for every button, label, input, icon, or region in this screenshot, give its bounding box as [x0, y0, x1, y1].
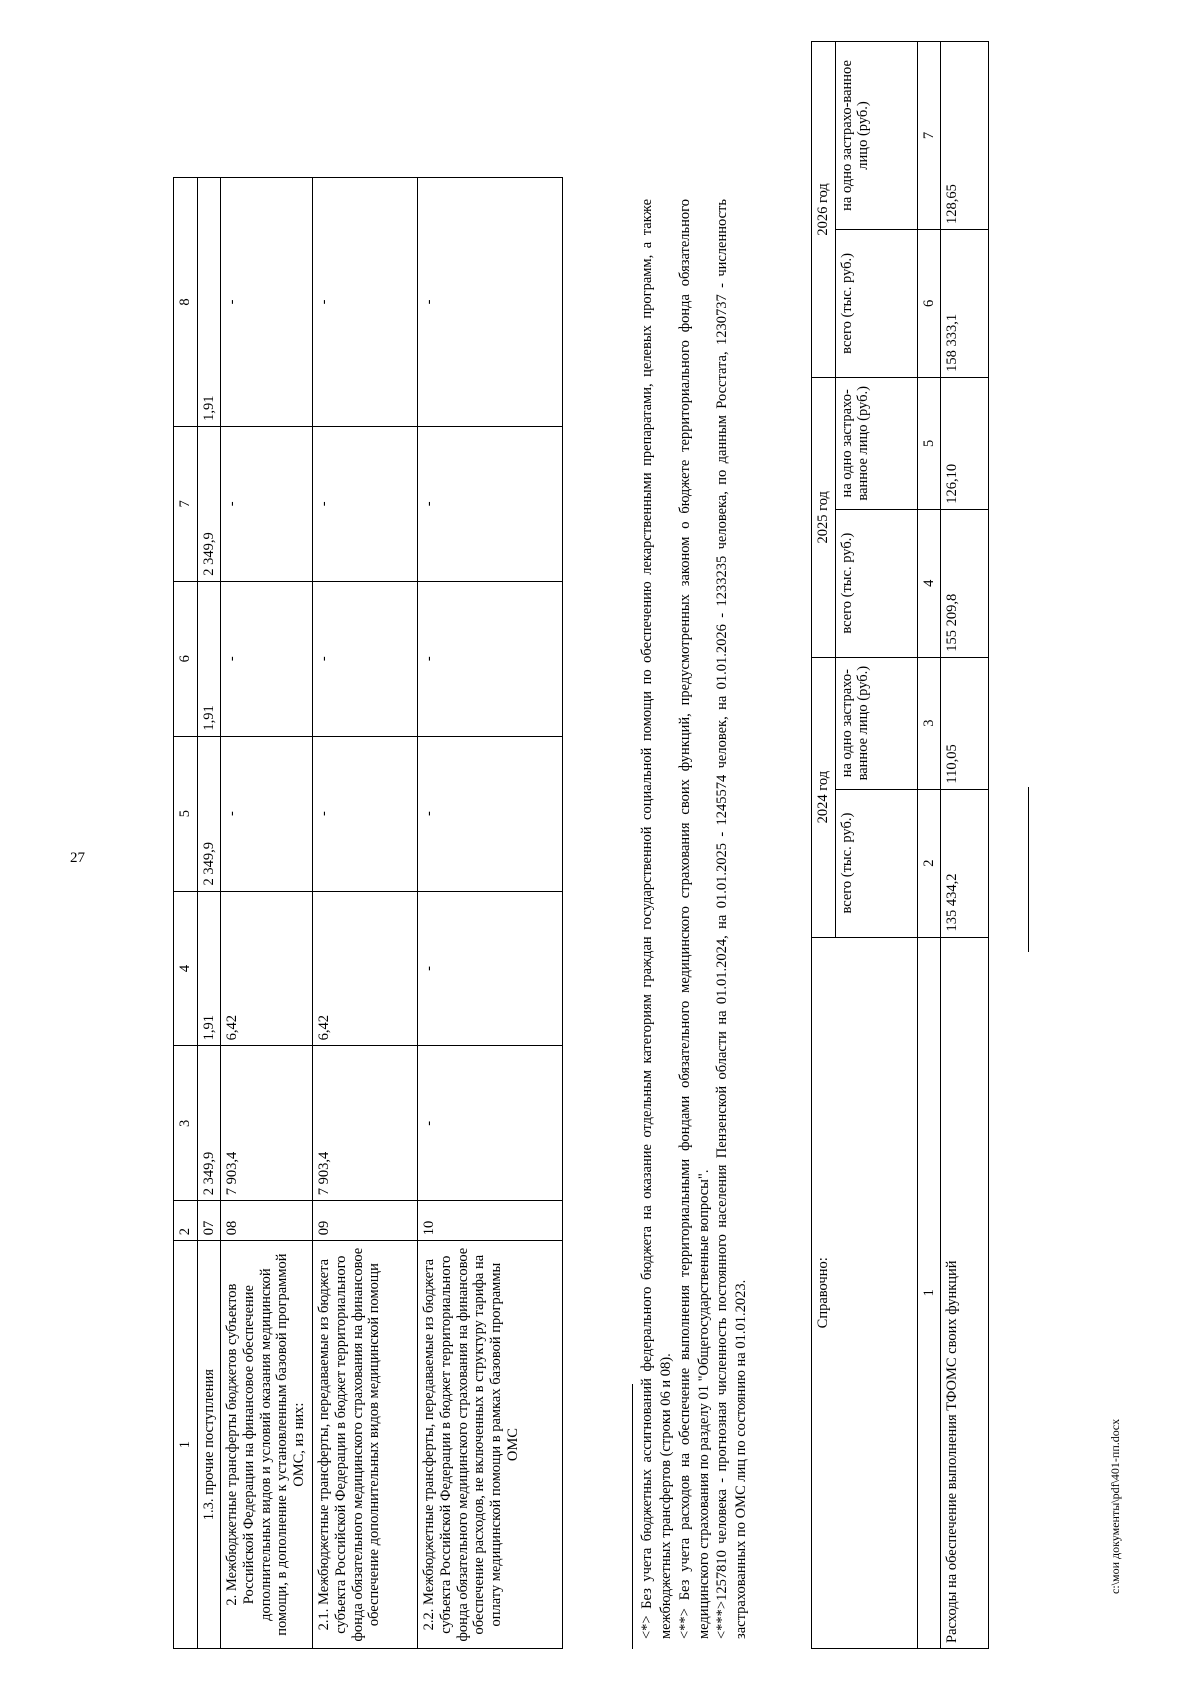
cell: -	[418, 891, 563, 1046]
col-num: 5	[917, 377, 941, 509]
col-num: 3	[174, 1046, 198, 1201]
table-row	[221, 178, 313, 1649]
row-name: 2. Межбюджетные трансферты бюджетов субъектов Российской Федерации на финансовое обеспечение дополнительных видов и условий оказания медицинской помощи, в дополнение к установленным базовой программой ОМС, из них:	[221, 1241, 313, 1649]
table-row	[941, 42, 989, 1649]
page-number: 27	[70, 850, 85, 866]
row-code: 07	[197, 1201, 221, 1241]
cell: -	[418, 178, 563, 427]
row-code: 09	[313, 1201, 418, 1241]
subheader-total: всего (тыс. руб.)	[835, 229, 917, 377]
subheader-total: всего (тыс. руб.)	[835, 789, 917, 937]
ref-label: Справочно:	[812, 937, 918, 1648]
col-num: 2	[174, 1201, 198, 1241]
cell: 126,10	[941, 377, 989, 509]
ref-column-number-row	[917, 42, 941, 1649]
cell: -	[221, 426, 313, 581]
cell: -	[221, 178, 313, 427]
year-header: 2026 год	[812, 42, 836, 378]
cell: -	[313, 426, 418, 581]
col-num: 4	[174, 891, 198, 1046]
col-num: 6	[174, 581, 198, 736]
footnote: <***>1257810 человека - прогнозная численность постоянного населения Пензенской области на 01.01.2024, на 01.01.2025 - 1245574 человек, на 01.01.2026 - 1233235 человека, по данным Росстата, 1230737 - численность застрахованных по ОМС лиц по состоянию на 01.01.2023.	[714, 199, 750, 1639]
cell: -	[221, 581, 313, 736]
cell: -	[313, 178, 418, 427]
cell: -	[418, 736, 563, 891]
cell: -	[418, 426, 563, 581]
table-row	[418, 178, 563, 1649]
col-num: 7	[174, 426, 198, 581]
year-header: 2025 год	[812, 377, 836, 657]
cell: 7 903,4	[221, 1046, 313, 1201]
footnote-separator	[632, 1384, 633, 1649]
row-name: 2.2. Межбюджетные трансферты, передаваемые из бюджета субъекта Российской Федерации в бюджет территориального фонда обязательного медицинского страхования на финансовое обеспечение расходов, не включенных в структуру тарифа на оплату медицинской помощи в рамках базовой программы ОМС	[418, 1241, 563, 1649]
row-name: 2.1. Межбюджетные трансферты, передаваемые из бюджета субъекта Российской Федерации в бюджет территориального фонда обязательного медицинского страхования на финансовое обеспечение дополнительных видов медицинской помощи	[313, 1241, 418, 1649]
cell: 135 434,2	[941, 789, 989, 937]
col-num: 1	[917, 937, 941, 1648]
footnote: <*> Без учета бюджетных ассигнований федерального бюджета на оказание отдельным категориям граждан государственной социальной помощи по обеспечению лекарственными препаратами, целевых программ, а также межбюджетных трансфертов (строки 06 и 08).	[639, 199, 674, 1639]
col-num: 2	[917, 789, 941, 937]
cell: -	[313, 581, 418, 736]
footnote: <**> Без учета расходов на обеспечение выполнения территориальными фондами обязательного медицинского страхования своих функций, предусмотренных законом о бюджете территориального фонда обязательного медицинского страхования по разделу 01 "Общегосударственные вопросы".	[676, 199, 712, 1639]
ref-header-row	[812, 42, 836, 1649]
cell: 1,91	[197, 581, 221, 736]
cell: -	[418, 581, 563, 736]
col-num: 1	[174, 1241, 198, 1649]
row-code: 10	[418, 1201, 563, 1241]
col-num: 4	[917, 509, 941, 657]
end-separator	[1028, 787, 1029, 952]
cell: 128,65	[941, 42, 989, 230]
cell: 158 333,1	[941, 229, 989, 377]
column-number-row	[174, 178, 198, 1649]
subheader-per-person: на одно застрахо-ванное лицо (руб.)	[835, 657, 917, 789]
cell: 1,91	[197, 178, 221, 427]
cell: 155 209,8	[941, 509, 989, 657]
col-num: 3	[917, 657, 941, 789]
cell: 2 349,9	[197, 1046, 221, 1201]
cell: -	[418, 1046, 563, 1201]
cell: 6,42	[221, 891, 313, 1046]
row-code: 08	[221, 1201, 313, 1241]
table-row	[313, 178, 418, 1649]
table-row	[197, 178, 221, 1649]
cell: -	[221, 736, 313, 891]
footnotes	[638, 199, 751, 1639]
col-num: 7	[917, 42, 941, 230]
subheader-per-person: на одно застрахо-ванное лицо (руб.)	[835, 377, 917, 509]
year-header: 2024 год	[812, 657, 836, 937]
col-num: 5	[174, 736, 198, 891]
subheader-per-person: на одно застрахо-ванное лицо (руб.)	[835, 42, 917, 230]
reference-table	[811, 41, 989, 1649]
cell: 2 349,9	[197, 426, 221, 581]
col-num: 8	[174, 178, 198, 427]
cell: 6,42	[313, 891, 418, 1046]
footer-file-path: c:\мои документы\pdf\401-пп.docx	[1108, 1418, 1122, 1594]
main-table	[173, 177, 563, 1649]
col-num: 6	[917, 229, 941, 377]
row-name: Расходы на обеспечение выполнения ТФОМС своих функций	[941, 937, 989, 1648]
cell: 2 349,9	[197, 736, 221, 891]
subheader-total: всего (тыс. руб.)	[835, 509, 917, 657]
cell: -	[313, 736, 418, 891]
cell: 110,05	[941, 657, 989, 789]
row-name: 1.3. прочие поступления	[197, 1241, 221, 1649]
cell: 1,91	[197, 891, 221, 1046]
cell: 7 903,4	[313, 1046, 418, 1201]
